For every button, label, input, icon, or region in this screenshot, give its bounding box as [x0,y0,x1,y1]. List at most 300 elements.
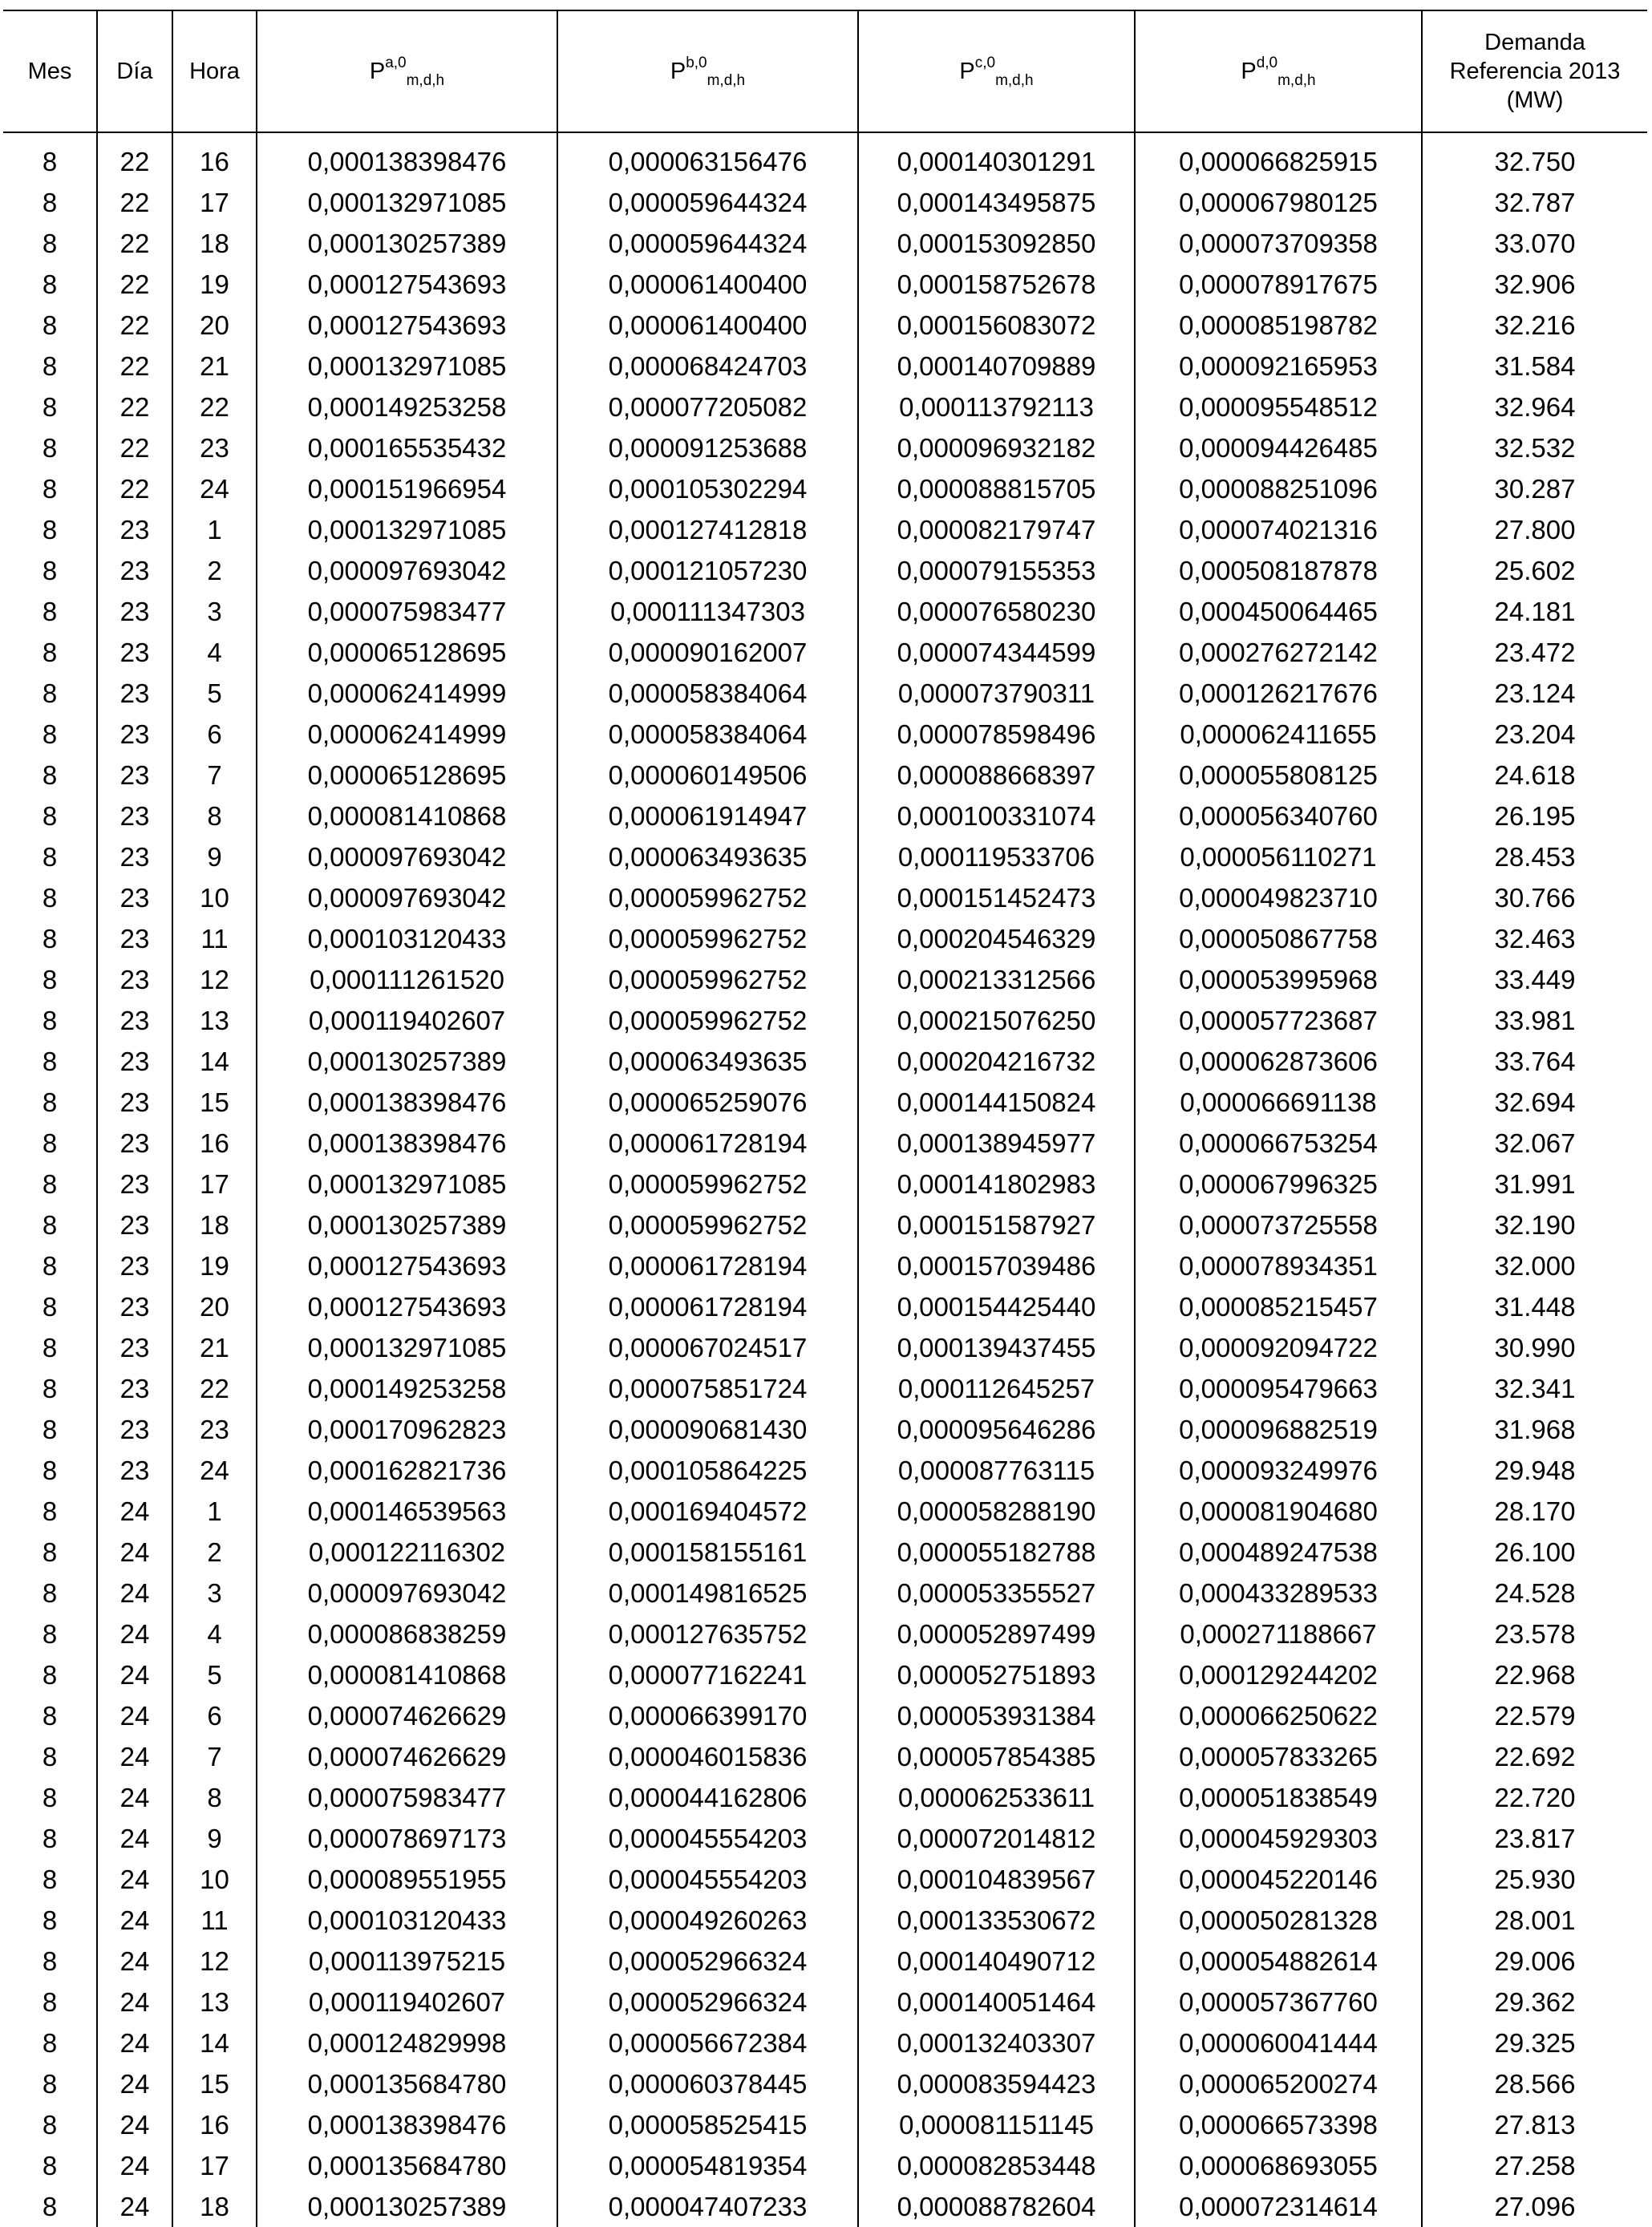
hora-cell: 2 [172,1532,257,1573]
mes-cell: 8 [42,1537,58,1567]
pa-cell: 0,000062414999 [257,673,557,714]
pc-cell: 0,000095646286 [858,1409,1135,1450]
dia-cell: 23 [97,877,172,918]
hora-cell: 12 [172,959,257,1000]
demanda-cell: 22.720 [1422,1777,1647,1818]
pb-cell: 0,000090681430 [557,1409,858,1450]
pd-cell: 0,000062411655 [1135,714,1422,755]
table-row [3,2186,1647,2227]
table-row [3,1082,1647,1123]
pa-cell: 0,000149253258 [257,387,557,427]
pa-cell: 0,000122116302 [257,1532,557,1573]
pd-cell: 0,000085215457 [1135,1286,1422,1327]
pc-cell: 0,000151587927 [858,1205,1135,1245]
pb-cell: 0,000061728194 [557,1245,858,1286]
hora-cell: 1 [172,509,257,550]
table-row [3,959,1647,1000]
demanda-cell: 28.170 [1422,1491,1647,1532]
dia-cell: 23 [97,632,172,673]
hora-cell: 4 [172,632,257,673]
table-row [3,1450,1647,1491]
table-row [3,1164,1647,1205]
pc-cell: 0,000088815705 [858,468,1135,509]
table-row [3,1900,1647,1941]
pd-cell: 0,000078917675 [1135,264,1422,305]
pd-cell: 0,000092165953 [1135,346,1422,387]
hora-cell: 23 [172,427,257,468]
dia-cell: 23 [97,1123,172,1164]
pa-cell: 0,000097693042 [257,1573,557,1614]
pb-cell: 0,000068424703 [557,346,858,387]
hora-cell: 2 [172,550,257,591]
pa-cell: 0,000103120433 [257,1900,557,1941]
table-row [3,1777,1647,1818]
dia-cell: 24 [97,2063,172,2104]
pc-cell: 0,000053931384 [858,1695,1135,1736]
demanda-cell: 24.618 [1422,755,1647,796]
mes-cell: 8 [42,1047,58,1076]
table-row [3,2145,1647,2186]
pb-cell: 0,000067024517 [557,1327,858,1368]
pd-cell: 0,000045929303 [1135,1818,1422,1859]
hora-cell: 18 [172,223,257,264]
hora-cell: 18 [172,1205,257,1245]
mes-cell: 8 [42,1128,58,1158]
pa-cell: 0,000151966954 [257,468,557,509]
pd-cell: 0,000065200274 [1135,2063,1422,2104]
pd-cell: 0,000066753254 [1135,1123,1422,1164]
demanda-cell: 29.948 [1422,1450,1647,1491]
pb-cell: 0,000061728194 [557,1286,858,1327]
mes-cell: 8 [42,1987,58,2017]
demanda-cell: 28.001 [1422,1900,1647,1941]
demanda-cell: 33.449 [1422,959,1647,1000]
pa-cell: 0,000103120433 [257,918,557,959]
pd-cell: 0,000062873606 [1135,1041,1422,1082]
mes-cell: 8 [42,515,58,545]
hora-cell: 4 [172,1614,257,1654]
dia-cell: 24 [97,1859,172,1900]
dia-cell: 23 [97,673,172,714]
pc-cell: 0,000140301291 [858,132,1135,182]
pc-cell: 0,000100331074 [858,796,1135,836]
pb-cell: 0,000059644324 [557,182,858,223]
pb-cell: 0,000111347303 [557,591,858,632]
header-row [3,10,1647,132]
pc-base: P [959,59,975,84]
pd-cell: 0,000271188667 [1135,1614,1422,1654]
pd-cell: 0,000095479663 [1135,1368,1422,1409]
hora-cell: 6 [172,1695,257,1736]
table-row [3,591,1647,632]
demanda-cell: 24.181 [1422,591,1647,632]
hora-cell: 9 [172,836,257,877]
table-row [3,427,1647,468]
dia-cell: 23 [97,1245,172,1286]
demanda-line-3: (MW) [1506,87,1564,113]
dia-cell: 24 [97,1532,172,1573]
mes-cell: 8 [42,842,58,872]
pa-sup: a,0 [385,55,407,71]
pc-cell: 0,000141802983 [858,1164,1135,1205]
pd-cell: 0,000060041444 [1135,2023,1422,2063]
dia-cell: 22 [97,427,172,468]
pa-cell: 0,000130257389 [257,1041,557,1082]
mes-cell: 8 [42,1496,58,1526]
col-header-pb [557,10,858,132]
demanda-cell: 32.341 [1422,1368,1647,1409]
pd-base: P [1241,59,1257,84]
pb-cell: 0,000149816525 [557,1573,858,1614]
mes-cell: 8 [42,1660,58,1690]
pa-cell: 0,000138398476 [257,2104,557,2145]
table-row [3,2063,1647,2104]
hora-cell: 10 [172,877,257,918]
hora-cell: 11 [172,1900,257,1941]
pd-cell: 0,000088251096 [1135,468,1422,509]
pb-cell: 0,000090162007 [557,632,858,673]
dia-cell: 23 [97,509,172,550]
hora-cell: 16 [172,1123,257,1164]
table-row [3,1859,1647,1900]
pd-cell: 0,000057723687 [1135,1000,1422,1041]
hora-cell: 12 [172,1941,257,1982]
demanda-cell: 32.694 [1422,1082,1647,1123]
pb-cell: 0,000044162806 [557,1777,858,1818]
pd-cell: 0,000050867758 [1135,918,1422,959]
pd-cell: 0,000085198782 [1135,305,1422,346]
pa-cell: 0,000170962823 [257,1409,557,1450]
pc-cell: 0,000156083072 [858,305,1135,346]
pd-cell: 0,000050281328 [1135,1900,1422,1941]
pd-cell: 0,000095548512 [1135,387,1422,427]
mes-cell: 8 [42,1619,58,1649]
pa-cell: 0,000146539563 [257,1491,557,1532]
demanda-cell: 31.448 [1422,1286,1647,1327]
pb-cell: 0,000059962752 [557,1205,858,1245]
hora-cell: 24 [172,468,257,509]
table-row [3,1205,1647,1245]
pd-cell: 0,000433289533 [1135,1573,1422,1614]
pb-cell: 0,000054819354 [557,2145,858,2186]
pa-cell: 0,000132971085 [257,1164,557,1205]
table-row [3,1123,1647,1164]
pb-cell: 0,000121057230 [557,550,858,591]
pc-sup: c,0 [974,55,996,71]
pd-cell: 0,000276272142 [1135,632,1422,673]
hora-cell: 14 [172,1041,257,1082]
pa-cell: 0,000127543693 [257,1245,557,1286]
mes-cell: 8 [42,801,58,831]
pa-cell: 0,000089551955 [257,1859,557,1900]
dia-cell: 24 [97,1695,172,1736]
pd-cell: 0,000068693055 [1135,2145,1422,2186]
pb-sub: m,d,h [707,72,746,89]
mes-cell: 8 [42,965,58,994]
dia-cell: 23 [97,591,172,632]
demanda-cell: 25.930 [1422,1859,1647,1900]
demanda-cell: 32.190 [1422,1205,1647,1245]
pd-cell: 0,000057367760 [1135,1982,1422,2023]
pa-cell: 0,000097693042 [257,550,557,591]
pc-cell: 0,000053355527 [858,1573,1135,1614]
pa-cell: 0,000138398476 [257,132,557,182]
pb-cell: 0,000046015836 [557,1736,858,1777]
demanda-cell: 24.528 [1422,1573,1647,1614]
demanda-cell: 23.578 [1422,1614,1647,1654]
pa-cell: 0,000124829998 [257,2023,557,2063]
demanda-cell: 32.463 [1422,918,1647,959]
table-row [3,1041,1647,1082]
pb-cell: 0,000061400400 [557,305,858,346]
pd-cell: 0,000094426485 [1135,427,1422,468]
pc-cell: 0,000113792113 [858,387,1135,427]
dia-cell: 24 [97,1900,172,1941]
pa-cell: 0,000119402607 [257,1000,557,1041]
pb-cell: 0,000049260263 [557,1900,858,1941]
pd-cell: 0,000066691138 [1135,1082,1422,1123]
pa-cell: 0,000149253258 [257,1368,557,1409]
pa-cell: 0,000113975215 [257,1941,557,1982]
pd-cell: 0,000081904680 [1135,1491,1422,1532]
mes-cell: 8 [42,638,58,667]
pd-cell: 0,000045220146 [1135,1859,1422,1900]
demanda-cell: 32.532 [1422,427,1647,468]
pb-cell: 0,000059962752 [557,959,858,1000]
table-row [3,673,1647,714]
pd-cell: 0,000096882519 [1135,1409,1422,1450]
pa-cell: 0,000135684780 [257,2063,557,2104]
pc-cell: 0,000143495875 [858,182,1135,223]
mes-cell: 8 [42,269,58,299]
pd-cell: 0,000129244202 [1135,1654,1422,1695]
demanda-cell: 32.067 [1422,1123,1647,1164]
table-body [3,132,1647,2227]
dia-cell: 24 [97,1818,172,1859]
demanda-cell: 32.750 [1422,132,1647,182]
demanda-cell: 32.906 [1422,264,1647,305]
hora-cell: 22 [172,387,257,427]
pa-cell: 0,000074626629 [257,1695,557,1736]
pd-cell: 0,000055808125 [1135,755,1422,796]
pd-cell: 0,000074021316 [1135,509,1422,550]
demanda-cell: 32.000 [1422,1245,1647,1286]
pd-cell: 0,000053995968 [1135,959,1422,1000]
pb-cell: 0,000061400400 [557,264,858,305]
demanda-cell: 33.981 [1422,1000,1647,1041]
pc-cell: 0,000140490712 [858,1941,1135,1982]
hora-cell: 8 [172,796,257,836]
dia-cell: 23 [97,1450,172,1491]
demanda-cell: 29.362 [1422,1982,1647,2023]
dia-cell: 23 [97,1368,172,1409]
pa-cell: 0,000111261520 [257,959,557,1000]
pc-cell: 0,000213312566 [858,959,1135,1000]
mes-cell: 8 [42,883,58,913]
table-row [3,223,1647,264]
pa-cell: 0,000138398476 [257,1082,557,1123]
pc-cell: 0,000058288190 [858,1491,1135,1532]
pd-cell: 0,000072314614 [1135,2186,1422,2227]
pa-cell: 0,000132971085 [257,182,557,223]
dia-cell: 23 [97,1286,172,1327]
hora-cell: 18 [172,2186,257,2227]
table-row [3,918,1647,959]
mes-cell: 8 [42,229,58,258]
pd-cell: 0,000066573398 [1135,2104,1422,2145]
table-row [3,1736,1647,1777]
pc-cell: 0,000119533706 [858,836,1135,877]
pb-cell: 0,000065259076 [557,1082,858,1123]
pc-cell: 0,000055182788 [858,1532,1135,1573]
pc-cell: 0,000139437455 [858,1327,1135,1368]
pa-cell: 0,000074626629 [257,1736,557,1777]
demanda-cell: 33.070 [1422,223,1647,264]
mes-cell: 8 [42,1333,58,1363]
table-row [3,264,1647,305]
dia-cell: 22 [97,305,172,346]
hora-cell: 17 [172,182,257,223]
pb-base: P [670,59,686,84]
dia-cell: 23 [97,796,172,836]
table-row [3,468,1647,509]
mes-cell: 8 [42,1292,58,1322]
pc-cell: 0,000057854385 [858,1736,1135,1777]
pa-cell: 0,000135684780 [257,2145,557,2186]
mes-cell: 8 [42,147,58,176]
pa-cell: 0,000162821736 [257,1450,557,1491]
dia-cell: 23 [97,1164,172,1205]
dia-cell: 24 [97,1573,172,1614]
hora-cell: 21 [172,346,257,387]
pb-cell: 0,000063493635 [557,1041,858,1082]
pc-cell: 0,000088782604 [858,2186,1135,2227]
pa-cell: 0,000130257389 [257,1205,557,1245]
mes-cell: 8 [42,1701,58,1731]
dia-cell: 23 [97,714,172,755]
demanda-cell: 30.766 [1422,877,1647,918]
pc-cell: 0,000074344599 [858,632,1135,673]
pa-cell: 0,000132971085 [257,509,557,550]
pb-cell: 0,000045554203 [557,1859,858,1900]
table-row [3,509,1647,550]
mes-cell: 8 [42,1865,58,1894]
pc-cell: 0,000112645257 [858,1368,1135,1409]
hora-cell: 10 [172,1859,257,1900]
mes-cell: 8 [42,2069,58,2099]
mes-cell: 8 [42,1415,58,1444]
col-header-pd [1135,10,1422,132]
pc-sub: m,d,h [995,72,1034,89]
dia-cell: 23 [97,1327,172,1368]
hora-cell: 17 [172,2145,257,2186]
demanda-cell: 23.817 [1422,1818,1647,1859]
mes-cell: 8 [42,433,58,463]
pd-cell: 0,000093249976 [1135,1450,1422,1491]
table-row [3,1532,1647,1573]
dia-cell: 23 [97,959,172,1000]
pb-cell: 0,000063156476 [557,132,858,182]
col-header-pa [257,10,557,132]
pb-sup: b,0 [686,55,707,71]
pa-cell: 0,000065128695 [257,755,557,796]
pa-cell: 0,000127543693 [257,1286,557,1327]
pb-cell: 0,000105864225 [557,1450,858,1491]
pb-cell: 0,000169404572 [557,1491,858,1532]
table-row [3,836,1647,877]
pb-cell: 0,000058384064 [557,714,858,755]
pc-cell: 0,000082853448 [858,2145,1135,2186]
pa-cell: 0,000097693042 [257,877,557,918]
dia-cell: 23 [97,755,172,796]
dia-cell: 24 [97,1736,172,1777]
table-row [3,2104,1647,2145]
pa-cell: 0,000130257389 [257,2186,557,2227]
pa-cell: 0,000086838259 [257,1614,557,1654]
dia-cell: 22 [97,132,172,182]
pb-cell: 0,000075851724 [557,1368,858,1409]
hora-cell: 14 [172,2023,257,2063]
pb-cell: 0,000158155161 [557,1532,858,1573]
pc-cell: 0,000157039486 [858,1245,1135,1286]
demanda-cell: 29.006 [1422,1941,1647,1982]
hora-cell: 13 [172,1000,257,1041]
dia-cell: 23 [97,1041,172,1082]
mes-cell: 8 [42,1251,58,1281]
table-row [3,1614,1647,1654]
pc-cell: 0,000215076250 [858,1000,1135,1041]
demanda-cell: 25.602 [1422,550,1647,591]
dia-cell: 23 [97,836,172,877]
table-row [3,305,1647,346]
table-row [3,755,1647,796]
demanda-cell: 32.216 [1422,305,1647,346]
mes-cell: 8 [42,1578,58,1608]
pc-cell: 0,000081151145 [858,2104,1135,2145]
pc-cell: 0,000151452473 [858,877,1135,918]
dia-cell: 24 [97,1941,172,1982]
demanda-cell: 26.100 [1422,1532,1647,1573]
demanda-cell: 22.968 [1422,1654,1647,1695]
table-row [3,1286,1647,1327]
hora-cell: 1 [172,1491,257,1532]
pb-cell: 0,000056672384 [557,2023,858,2063]
hora-cell: 8 [172,1777,257,1818]
hora-cell: 20 [172,305,257,346]
pb-cell: 0,000059644324 [557,223,858,264]
mes-cell: 8 [42,1456,58,1485]
pd-cell: 0,000092094722 [1135,1327,1422,1368]
pa-cell: 0,000081410868 [257,1654,557,1695]
table-row [3,346,1647,387]
demanda-cell: 27.800 [1422,509,1647,550]
demanda-cell: 22.579 [1422,1695,1647,1736]
mes-cell: 8 [42,2028,58,2058]
dia-cell: 22 [97,346,172,387]
demanda-cell: 30.287 [1422,468,1647,509]
hora-cell: 7 [172,755,257,796]
mes-cell: 8 [42,351,58,381]
pa-cell: 0,000078697173 [257,1818,557,1859]
demanda-line-1: Demanda [1484,30,1585,55]
col-header-pc [858,10,1135,132]
pa-cell: 0,000138398476 [257,1123,557,1164]
pa-cell: 0,000165535432 [257,427,557,468]
pa-cell: 0,000097693042 [257,836,557,877]
table-row [3,1491,1647,1532]
pb-cell: 0,000061728194 [557,1123,858,1164]
dia-cell: 24 [97,2145,172,2186]
